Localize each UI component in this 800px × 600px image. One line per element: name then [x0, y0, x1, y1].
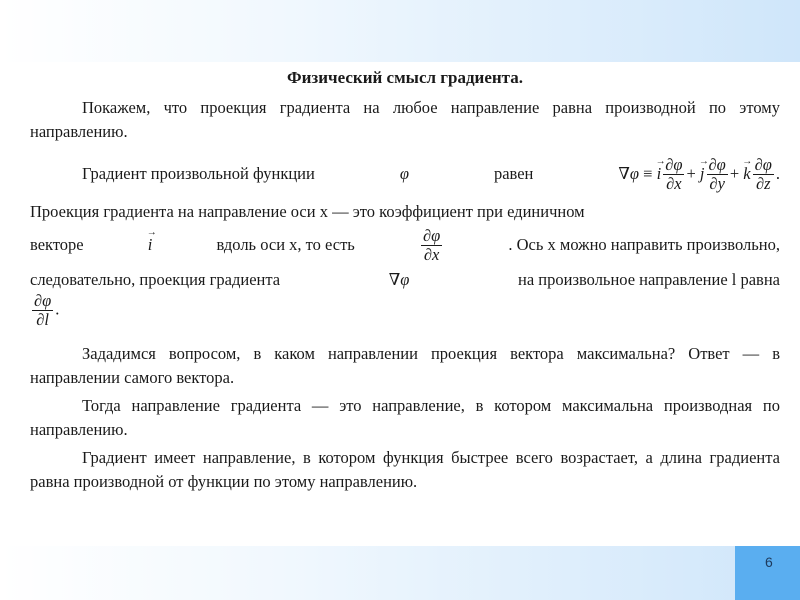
fraction-dphi-dx-inline — [421, 227, 442, 264]
frac-den: ∂l — [36, 310, 50, 329]
slide-content — [30, 62, 780, 546]
page-number: 6 — [765, 554, 773, 570]
frac-den: ∂x — [423, 244, 440, 264]
phi-symbol: φ — [399, 164, 409, 183]
frac-num: ∂φ — [708, 154, 726, 174]
formula-phi: φ — [629, 164, 640, 183]
frac-num: ∂φ — [422, 225, 441, 245]
text-vector-word: векторе — [30, 235, 84, 254]
bottom-decorative-band — [0, 546, 800, 600]
fraction-dphi-dz — [753, 156, 774, 193]
fraction-dphi-dl — [32, 292, 53, 329]
unit-vector-i: → i — [657, 162, 662, 186]
paragraph-axis-projection-line3 — [30, 268, 780, 292]
top-decorative-band — [0, 0, 800, 62]
fraction-dphi-dl-block — [30, 292, 780, 336]
unit-vector-j: → j — [700, 162, 705, 186]
plus-sign: + — [729, 164, 740, 183]
fraction-dphi-dy — [707, 156, 728, 193]
paragraph-projection-claim: Покажем, что проекция градиента на любое направление равна производной по этому направлению. — [30, 98, 780, 141]
unit-vector-k: → k — [743, 162, 750, 186]
text-axis-arbitrary: . Ось x можно направить произвольно, — [508, 235, 780, 254]
nabla-phi-inline — [389, 268, 410, 292]
frac-den: ∂x — [666, 173, 682, 193]
text-along-axis: вдоль оси x, то есть — [216, 235, 355, 254]
period: . — [775, 164, 780, 183]
slide-title: Физический смысл градиента. — [287, 68, 523, 87]
fraction-dphi-dx — [663, 156, 684, 193]
plus-sign: + — [686, 164, 696, 183]
paragraph-max-question: Зададимся вопросом, в каком направлении проекция вектора максимальна? Ответ — в направлении самого вектора. — [30, 344, 780, 387]
unit-vector-i-inline: → i — [148, 233, 153, 257]
paragraph-axis-projection-line2 — [30, 224, 780, 266]
frac-den: ∂y — [709, 173, 725, 193]
period-dl: . — [55, 299, 60, 319]
gradient-intro-text: Градиент произвольной функции — [82, 164, 315, 183]
text-therefore: следовательно, проекция градиента — [30, 270, 281, 289]
phi-inline: φ — [400, 270, 410, 289]
text-arbitrary-direction: на произвольное направление l равна — [518, 270, 780, 289]
gradient-formula — [618, 156, 780, 193]
paragraph-gradient-formula — [30, 154, 780, 194]
formula-equiv: ≡ — [643, 164, 653, 183]
frac-num: ∂φ — [665, 154, 683, 174]
paragraph-axis-projection-line1: Проекция градиента на направление оси x — это коэффициент при единичном — [30, 202, 585, 221]
nabla-symbol: ∇ — [618, 164, 630, 183]
nabla-symbol-inline: ∇ — [388, 270, 401, 289]
paragraph-gradient-direction: Тогда направление градиента — это направление, в котором максимальна производная по направлению. — [30, 396, 780, 439]
equals-word: равен — [493, 164, 534, 183]
paragraph-gradient-growth: Градиент имеет направление, в котором функция быстрее всего возрастает, а длина градиента равна производной от функции по этому направлению. — [30, 448, 780, 491]
frac-num: ∂φ — [34, 291, 52, 310]
frac-num: ∂φ — [754, 154, 772, 174]
frac-den: ∂z — [755, 173, 771, 193]
